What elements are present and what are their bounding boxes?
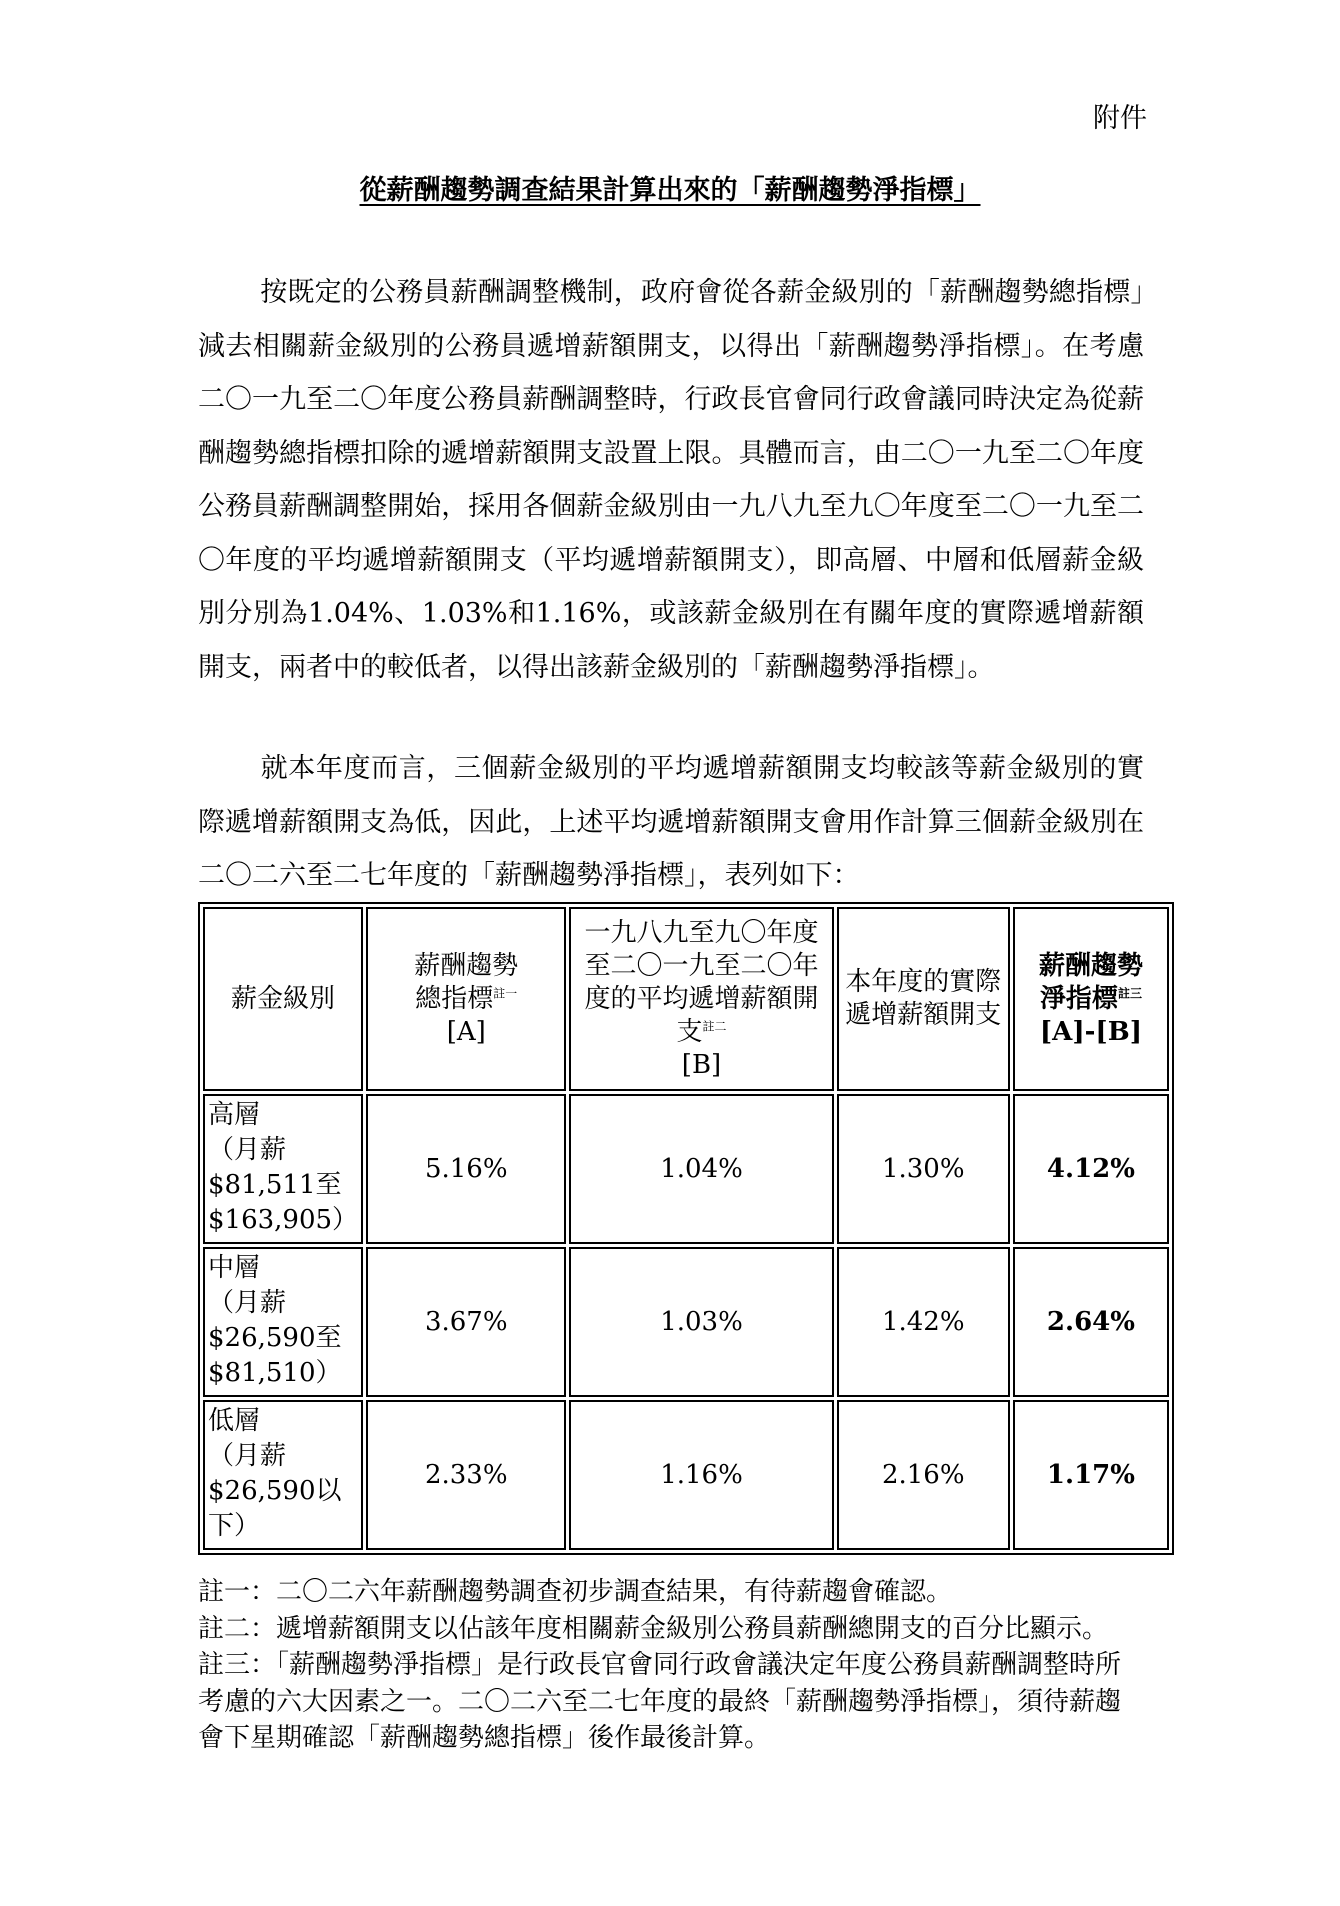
net-value: 4.12%	[1013, 1094, 1169, 1244]
grade-name: 低層	[208, 1406, 261, 1436]
table-row	[203, 1094, 1169, 1244]
gross-value: 3.67%	[366, 1247, 566, 1397]
grade-name: 高層	[208, 1100, 261, 1130]
header-average-increment	[569, 907, 833, 1091]
header-net-indicator	[1013, 907, 1169, 1091]
net-value: 2.64%	[1013, 1247, 1169, 1397]
average-value: 1.16%	[569, 1400, 833, 1550]
grade-cell	[203, 1094, 363, 1244]
header-average-text: 一九八九至九〇年度至二〇一九至二〇年度的平均遞增薪額開支	[584, 917, 819, 1047]
grade-range-line: $26,590至	[208, 1323, 342, 1353]
paragraph-1-text: 按既定的公務員薪酬調整機制，政府會從各薪金級別的「薪酬趨勢總指標」減去相關薪金級別的公務員遞增薪額開支，以得出「薪酬趨勢淨指標」。在考慮二〇一九至二〇年度公務員薪酬調整時，行政長官會同行政會議同時決定為從薪酬趨勢總指標扣除的遞增薪額開支設置上限。具體而言，由二〇一九至二〇年度公務員薪酬調整開始，採用各個薪金級別由一九八九至九〇年度至二〇一九至二〇年度的平均遞增薪額開支（平均遞增薪額開支），即高層、中層和低層薪金級別分別為1.04%、1.03%和1.16%，或該薪金級別在有關年度的實際遞增薪額開支，兩者中的較低者，以得出該薪金級別的「薪酬趨勢淨指標」。	[198, 277, 1144, 683]
table-row	[203, 1247, 1169, 1397]
note-ref-1: 註一	[493, 985, 518, 1000]
header-net-code: [A]-[B]	[1039, 1016, 1143, 1047]
header-gross-indicator	[366, 907, 566, 1091]
grade-range-line: 下）	[208, 1511, 261, 1541]
grade-range-line: $163,905）	[208, 1205, 359, 1235]
net-value: 1.17%	[1013, 1400, 1169, 1550]
net-pay-trend-table	[198, 902, 1174, 1555]
grade-range-line: $81,511至	[208, 1170, 342, 1200]
footnote-3: 註三：「薪酬趨勢淨指標」是行政長官會同行政會議決定年度公務員薪酬調整時所考慮的六大因素之一。二〇二六至二七年度的最終「薪酬趨勢淨指標」，須待薪趨會下星期確認「薪酬趨勢總指標」後作最後計算。	[198, 1650, 1122, 1753]
grade-range-line: $81,510）	[208, 1358, 342, 1388]
header-gross-code: [A]	[446, 1016, 486, 1047]
header-actual-increment: 本年度的實際遞增薪額開支	[837, 907, 1010, 1091]
actual-value: 2.16%	[837, 1400, 1010, 1550]
document-title: 從薪酬趨勢調查結果計算出來的「薪酬趨勢淨指標」	[359, 175, 981, 206]
header-gross-line1: 薪酬趨勢	[414, 950, 519, 981]
average-value: 1.04%	[569, 1094, 833, 1244]
header-net-line1: 薪酬趨勢	[1038, 950, 1143, 981]
footnote-1: 註一：二〇二六年薪酬趨勢調查初步調查結果，有待薪趨會確認。	[198, 1577, 953, 1607]
actual-value: 1.30%	[837, 1094, 1010, 1244]
gross-value: 2.33%	[366, 1400, 566, 1550]
paragraph-2	[198, 742, 1144, 903]
grade-cell	[203, 1247, 363, 1397]
grade-range-line: （月薪	[208, 1135, 287, 1165]
header-grade: 薪金級別	[203, 907, 363, 1091]
paragraph-1	[198, 266, 1144, 694]
grade-range-line: （月薪	[208, 1288, 287, 1318]
average-value: 1.03%	[569, 1247, 833, 1397]
annex-label: 附件	[1093, 103, 1147, 134]
footnotes	[198, 1574, 1144, 1757]
note-ref-3: 註三	[1117, 985, 1142, 1000]
paragraph-2-text: 就本年度而言，三個薪金級別的平均遞增薪額開支均較該等薪金級別的實際遞增薪額開支為低，因此，上述平均遞增薪額開支會用作計算三個薪金級別在二〇二六至二七年度的「薪酬趨勢淨指標」，表列如下：	[198, 753, 1144, 891]
header-gross-line2: 總指標	[415, 983, 494, 1014]
header-average-code: [B]	[681, 1049, 722, 1080]
gross-value: 5.16%	[366, 1094, 566, 1244]
table-header-row	[203, 907, 1169, 1091]
note-ref-2: 註二	[702, 1018, 727, 1033]
table-row	[203, 1400, 1169, 1550]
actual-value: 1.42%	[837, 1247, 1010, 1397]
footnote-2: 註二：遞增薪額開支以佔該年度相關薪金級別公務員薪酬總開支的百分比顯示。	[198, 1613, 1109, 1644]
grade-range-line: $26,590以	[208, 1476, 342, 1506]
grade-cell	[203, 1400, 363, 1550]
grade-name: 中層	[208, 1253, 261, 1283]
header-net-line2: 淨指標	[1039, 983, 1118, 1014]
grade-range-line: （月薪	[208, 1441, 287, 1471]
